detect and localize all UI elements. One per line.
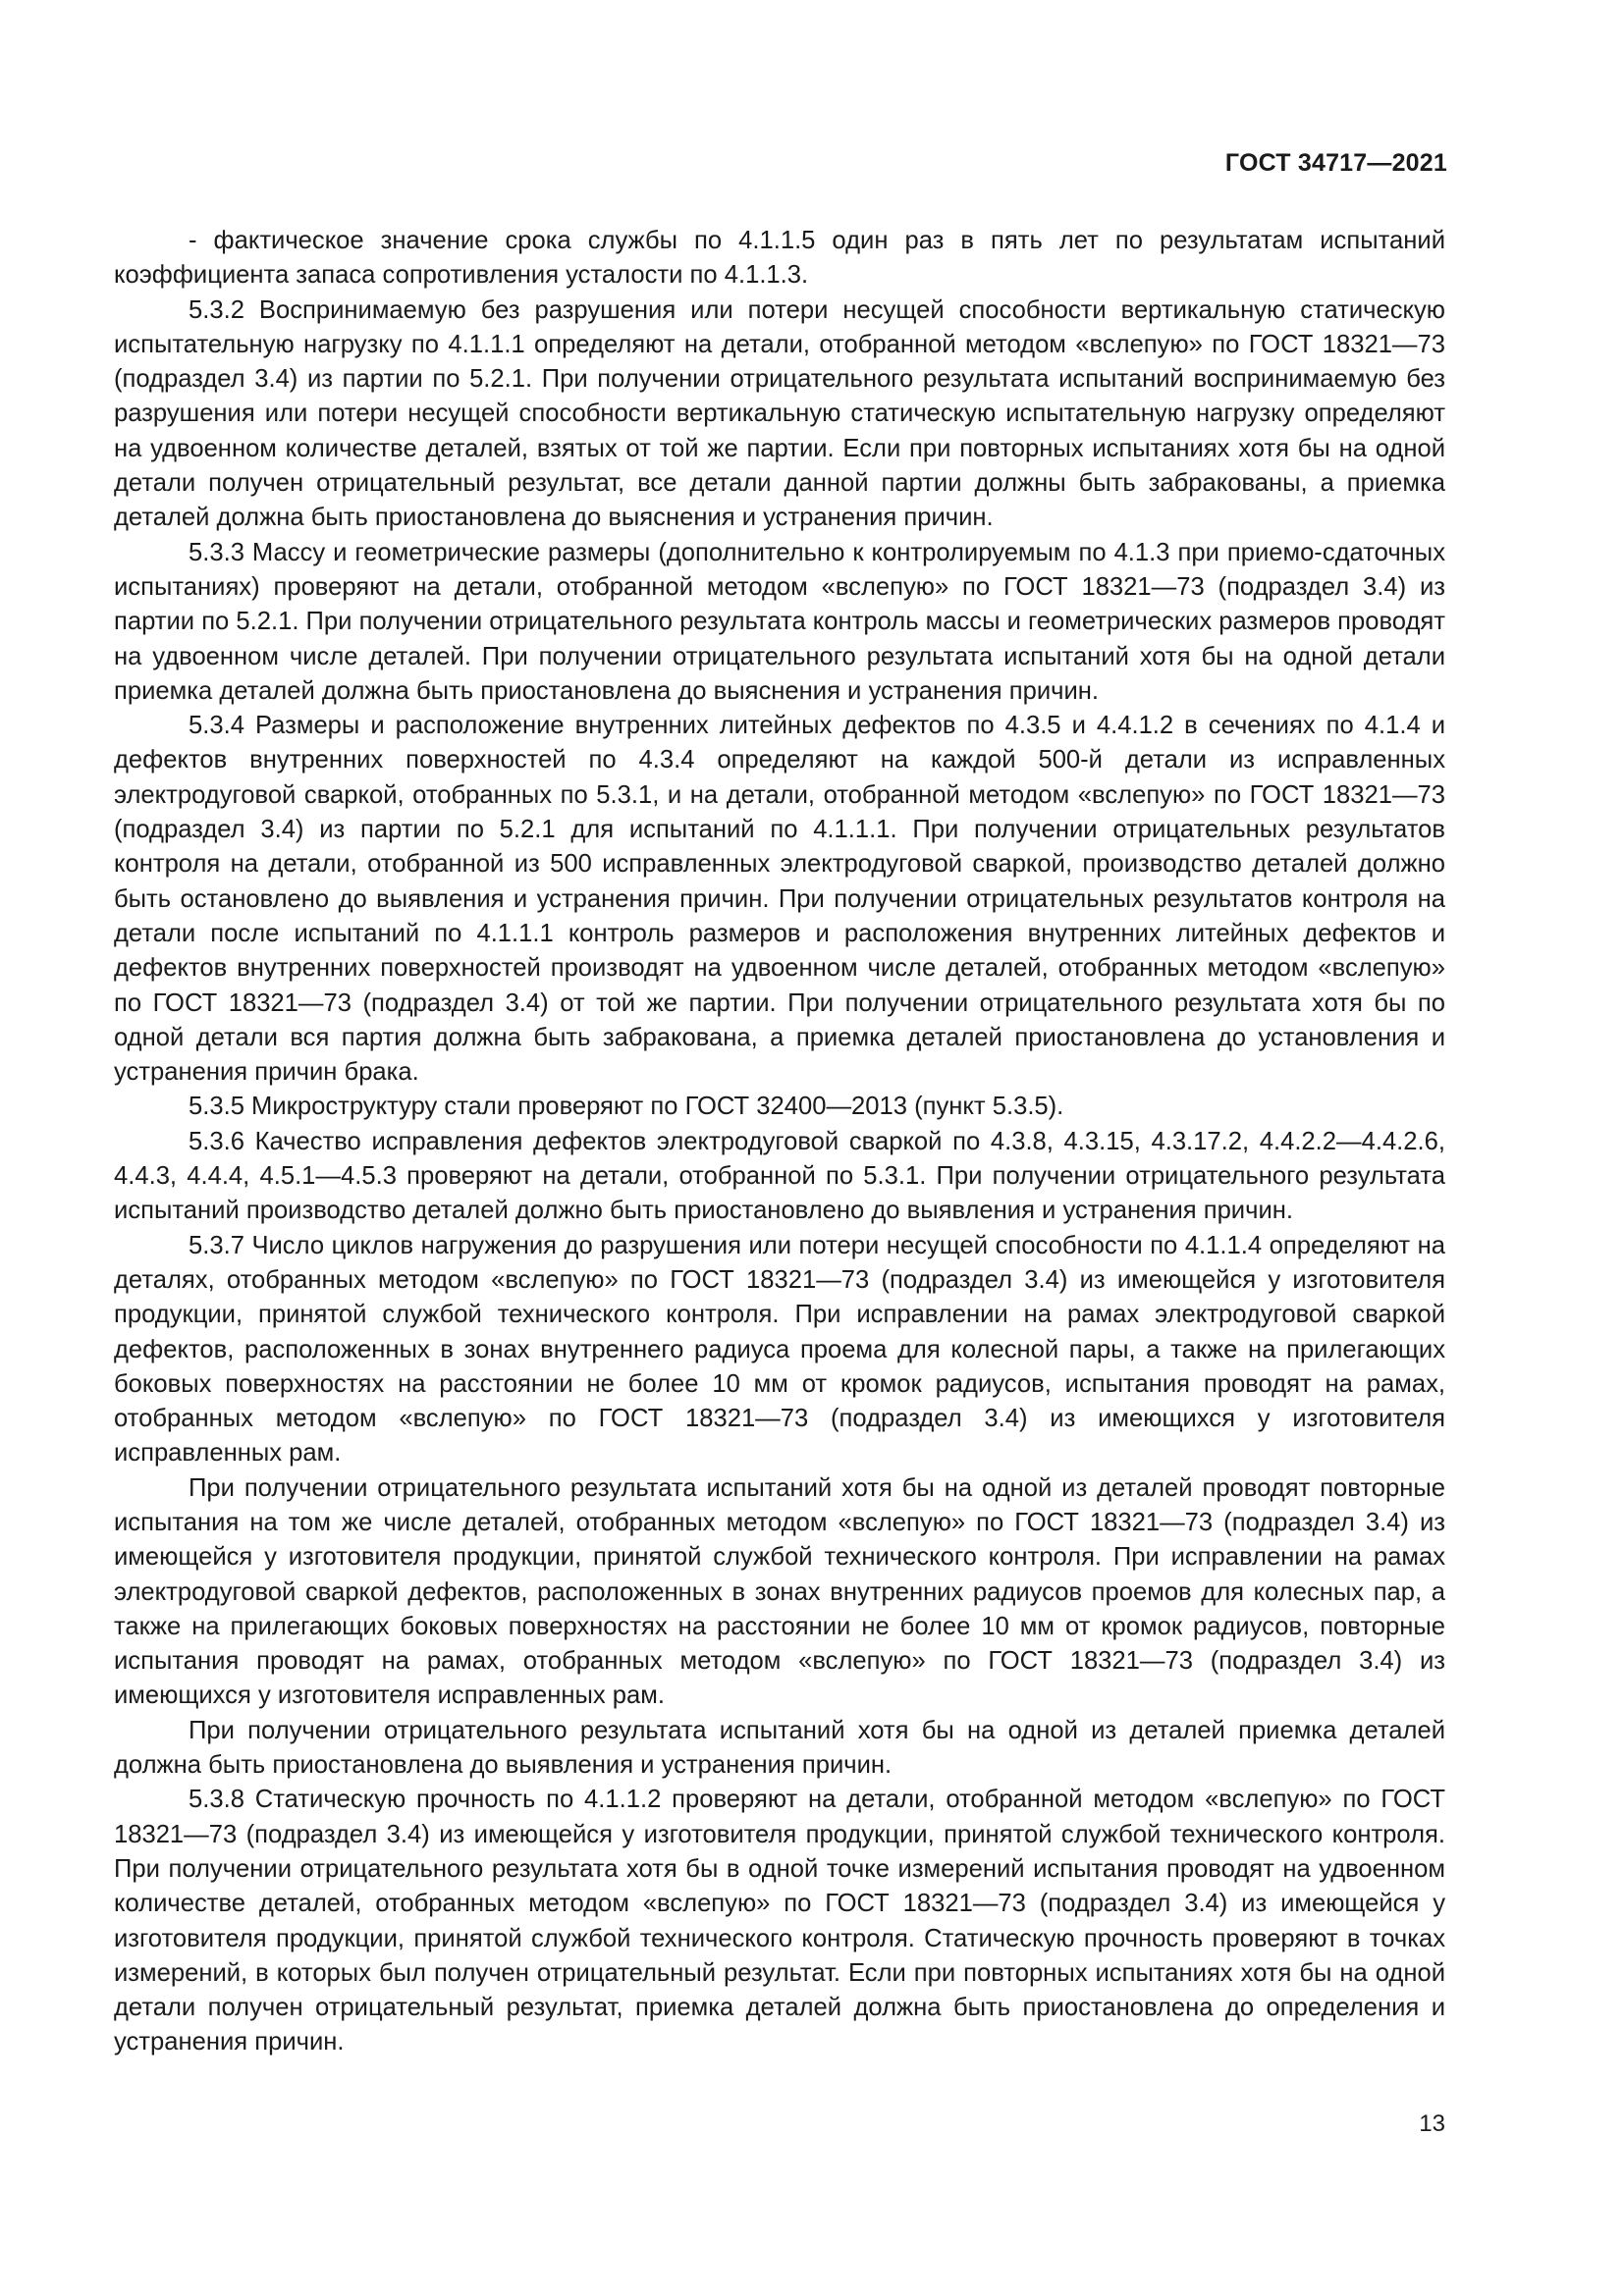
paragraph-5-3-3: 5.3.3 Массу и геометрические размеры (дополнительно к контролируемым по 4.1.3 при приемо-сдаточных испытаниях) проверяют на детали, отобранной методом «вслепую» по ГОСТ 18321—73 (подраздел 3.4) из партии по 5.2.1. При получении отрицательного результата контроль массы и геометрических размеров проводят на удвоенном числе деталей. При получении отрицательного результата испытаний хотя бы на одной детали приемка деталей должна быть приостановлена до выяснения и устранения причин. [114, 538, 1445, 705]
paragraph-service-life: - фактическое значение срока службы по 4.1.1.5 один раз в пять лет по результатам испытаний коэффициента запаса сопротивления усталости по 4.1.1.3. [114, 227, 1445, 290]
paragraph-5-3-6: 5.3.6 Качество исправления дефектов электродуговой сваркой по 4.3.8, 4.3.15, 4.3.17.2, 4.4.2.2—4.4.2.6, 4.4.3, 4.4.4, 4.5.1—4.5.3 проверяют на детали, отобранной по 5.3.1. При получении отрицательного результата испытаний производство деталей должно быть приостановлено до выявления и устранения причин. [114, 1127, 1445, 1225]
paragraph-5-3-4: 5.3.4 Размеры и расположение внутренних литейных дефектов по 4.3.5 и 4.4.1.2 в сечениях по 4.1.4 и дефектов внутренних поверхностей по 4.3.4 определяют на каждой 500-й детали из исправленных электродуговой сваркой, отобранных по 5.3.1, и на детали, отобранной методом «вслепую» по ГОСТ 18321—73 (подраздел 3.4) из партии по 5.2.1 для испытаний по 4.1.1.1. При получении отрицательных результатов контроля на детали, отобранной из 500 исправленных электродуговой сваркой, производство деталей должно быть остановлено до выявления и устранения причин. При получении отрицательных результатов контроля на детали после испытаний по 4.1.1.1 контроль размеров и расположения внутренних литейных дефектов и дефектов внутренних поверхностей производят на удвоенном числе деталей, отобранных методом «вслепую» по ГОСТ 18321—73 (подраздел 3.4) от той же партии. При получении отрицательного результата хотя бы по одной детали вся партия должна быть забракована, а приемка деталей приостановлена до установления и устранения причин брака. [114, 712, 1445, 1087]
document-designation: ГОСТ 34717—2021 [1224, 149, 1447, 177]
paragraph-5-3-7-suspension: При получении отрицательного результата испытаний хотя бы на одной из деталей приемка деталей должна быть приостановлена до выявления и устранения причин. [114, 1716, 1445, 1780]
document-body [114, 224, 1445, 2060]
paragraph-5-3-8: 5.3.8 Статическую прочность по 4.1.1.2 проверяют на детали, отобранной методом «вслепую» по ГОСТ 18321—73 (подраздел 3.4) из имеющейся у изготовителя продукции, принятой службой технического контроля. При получении отрицательного результата хотя бы в одной точке измерений испытания проводят на удвоенном количестве деталей, отобранных методом «вслепую» по ГОСТ 18321—73 (подраздел 3.4) из имеющейся у изготовителя продукции, принятой службой технического контроля. Статическую прочность проверяют в точках измерений, в которых был получен отрицательный результат. Если при повторных испытаниях хотя бы на одной детали получен отрицательный результат, приемка деталей должна быть приостановлена до определения и устранения причин. [114, 1786, 1445, 2056]
paragraph-5-3-2: 5.3.2 Воспринимаемую без разрушения или потери несущей способности вертикальную статическую испытательную нагрузку по 4.1.1.1 определяют на детали, отобранной методом «вслепую» по ГОСТ 18321—73 (подраздел 3.4) из партии по 5.2.1. При получении отрицательного результата испытаний воспринимаемую без разрушения или потери несущей способности вертикальную статическую испытательную нагрузку определяют на удвоенном количестве деталей, взятых от той же партии. Если при повторных испытаниях хотя бы на одной детали получен отрицательный результат, все детали данной партии должны быть забракованы, а приемка деталей должна быть приостановлена до выяснения и устранения причин. [114, 295, 1445, 532]
page-number: 13 [1419, 2110, 1445, 2137]
paragraph-5-3-7: 5.3.7 Число циклов нагружения до разрушения или потери несущей способности по 4.1.1.4 определяют на деталях, отобранных методом «вслепую» по ГОСТ 18321—73 (подраздел 3.4) из имеющейся у изготовителя продукции, принятой службой технического контроля. При исправлении на рамах электродуговой сваркой дефектов, расположенных в зонах внутреннего радиуса проема для колесной пары, а также на прилегающих боковых поверхностях на расстоянии не более 10 мм от кромок радиусов, испытания проводят на рамах, отобранных методом «вслепую» по ГОСТ 18321—73 (подраздел 3.4) из имеющихся у изготовителя исправленных рам. [114, 1231, 1445, 1468]
paragraph-5-3-7-repeat-tests: При получении отрицательного результата испытаний хотя бы на одной из деталей проводят повторные испытания на том же числе деталей, отобранных методом «вслепую» по ГОСТ 18321—73 (подраздел 3.4) из имеющейся у изготовителя продукции, принятой службой технического контроля. При исправлении на рамах электродуговой сваркой дефектов, расположенных в зонах внутренних радиусов проемов для колесных пар, а также на прилегающих боковых поверхностях на расстоянии не более 10 мм от кромок радиусов, повторные испытания проводят на рамах, отобранных методом «вслепую» по ГОСТ 18321—73 (подраздел 3.4) из имеющихся у изготовителя исправленных рам. [114, 1473, 1445, 1710]
paragraph-5-3-5: 5.3.5 Микроструктуру стали проверяют по ГОСТ 32400—2013 (пункт 5.3.5). [189, 1093, 1064, 1121]
